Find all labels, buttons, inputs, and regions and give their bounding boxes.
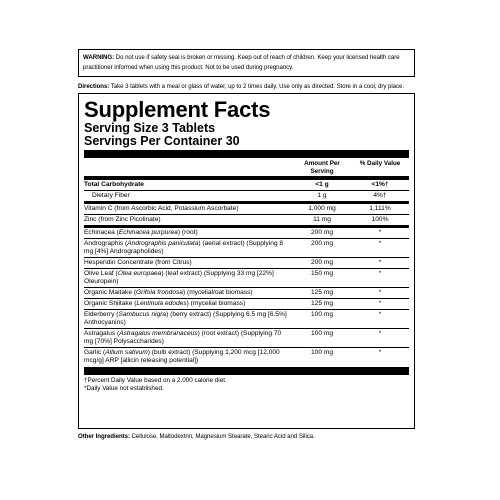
nutrient-dv: 4%† <box>373 192 387 199</box>
ingredient-name: Astragalus (Astragalus membranaceus) (root extract) (Supplying 70 mg [70%] Polysaccharides) <box>84 330 282 345</box>
ingredient-dv: * <box>378 229 382 236</box>
ingredient-name: Organic Shiitake (Lentinula edodes) (mycelial biomass) <box>84 300 246 307</box>
ingredient-name: Echinacea (Echinacea purpurea) (root) <box>84 229 198 236</box>
ingredient-amount: 100 mg <box>311 330 333 337</box>
nutrient-name: Total Carbohydrate <box>84 181 144 188</box>
ingredient-amount: 100 mg <box>311 349 333 356</box>
nutrient-dv: 1,111% <box>369 205 391 212</box>
footnote-dv: *Daily Value not established. <box>84 385 164 392</box>
ingredient-dv: * <box>378 311 382 318</box>
table-row <box>84 191 409 204</box>
nutrient-amount: 1,000 mg <box>308 205 336 212</box>
nutrient-name: Zinc (from Zinc Picolinate) <box>84 216 161 223</box>
ingredient-dv: * <box>378 349 382 356</box>
footnotes <box>84 375 409 393</box>
nutrient-amount: 11 mg <box>313 216 331 223</box>
warning-label: WARNING: <box>83 54 115 61</box>
footnote-calorie: †Percent Daily Value based on a 2,000 calorie diet. <box>84 377 227 384</box>
latin-name: Astragalus membranaceus <box>119 330 198 337</box>
table-row <box>84 348 409 366</box>
ingredient-dv: * <box>378 330 382 337</box>
table-row <box>84 310 409 329</box>
ingredient-name: Elderberry (Sambucus nigra) (berry extract) (Supplying 6.5 mg [6.5%] Anthocyanins) <box>84 311 287 326</box>
thick-divider <box>84 150 409 158</box>
warning-text: Do not use if safety seal is broken or missing. Keep out of reach of children. Keep your licensed health care practitioner informed when using this product. Not to be used during pregnancy. <box>83 54 400 71</box>
servings-per-container: Servings Per Container 30 <box>84 134 240 148</box>
latin-name: Olea europaea <box>117 270 162 277</box>
other-ingredients <box>78 433 423 441</box>
nutrient-dv: 100% <box>371 216 389 223</box>
ingredient-name: Garlic (Allium sativum) (bulb extract) (Supplying 1,200 mcg [12,000 mcg/g] ARP [allicin releasing potential]) <box>84 349 280 364</box>
daily-value-header: % Daily Value <box>359 160 401 167</box>
table-row <box>84 288 409 299</box>
thick-divider <box>84 367 409 375</box>
serving-size: Serving Size 3 Tablets <box>84 121 216 135</box>
ingredient-amount: 125 mg <box>311 300 333 307</box>
ingredient-amount: 200 mg <box>311 259 333 266</box>
ingredient-amount: 150 mg <box>311 270 333 277</box>
latin-name: Andrographis paniculata <box>127 240 199 247</box>
ingredient-dv: * <box>378 240 382 247</box>
ingredient-dv: * <box>378 270 382 277</box>
ingredient-amount: 200 mg <box>311 240 333 247</box>
table-row <box>84 299 409 310</box>
amount-per-serving-header: Amount Per Serving <box>304 160 340 175</box>
ingredient-amount: 100 mg <box>311 311 333 318</box>
ingredient-amount: 125 mg <box>311 289 333 296</box>
table-row <box>84 269 409 288</box>
facts-title: Supplement Facts <box>84 97 271 122</box>
ingredient-name: Hesperidin Concentrate (from Citrus) <box>84 259 192 266</box>
table-row <box>84 215 409 228</box>
ingredient-dv: * <box>378 300 382 307</box>
directions-label: Directions: <box>78 83 110 90</box>
table-row <box>84 180 409 191</box>
other-ingredients-label: Other Ingredients: <box>78 433 130 440</box>
ingredient-dv: * <box>378 289 382 296</box>
table-header <box>84 158 409 176</box>
directions <box>78 83 423 91</box>
ingredient-name: Olive Leaf (Olea europaea) (leaf extract) (Supplying 33 mg [22%] Oleuropein) <box>84 270 274 285</box>
directions-text: Take 3 tablets with a meal or glass of water, up to 2 times daily. Use only as directed. Store in a cool, dry place. <box>109 83 404 90</box>
nutrient-dv: <1%† <box>371 181 389 188</box>
table-row <box>84 204 409 215</box>
latin-name: Sambucus nigra <box>118 311 167 318</box>
nutrient-amount: 1 g <box>317 192 327 199</box>
supplement-facts-panel <box>78 93 415 429</box>
nutrient-name: Vitamin C (from Ascorbic Acid, Potassium Ascorbate) <box>84 205 239 212</box>
ingredient-amount: 200 mg <box>311 229 333 236</box>
table-row <box>84 258 409 269</box>
other-ingredients-text: Cellulose, Maltodextrin, Magnesium Stearate, Stearic Acid and Silica. <box>129 433 315 440</box>
ingredient-name: Organic Maitake (Grifola frondosa) (mycelial/oat biomass) <box>84 289 253 296</box>
nutrient-name: Dietary Fiber <box>92 192 130 199</box>
ingredient-name: Andrographis (Andrographis paniculata) (aerial extract) (Supplying 8 mg [4%] Andrographolides) <box>84 240 284 255</box>
table-row <box>84 239 409 258</box>
ingredient-dv: * <box>378 259 382 266</box>
latin-name: Echinacea purpurea <box>118 229 178 236</box>
table-row <box>84 329 409 348</box>
latin-name: Grifola frondosa <box>136 289 183 296</box>
latin-name: Allium sativum <box>105 349 148 356</box>
nutrient-amount: <1 g <box>315 181 329 188</box>
warning-box <box>78 49 415 77</box>
table-row <box>84 228 409 239</box>
latin-name: Lentinula edodes <box>136 300 187 307</box>
